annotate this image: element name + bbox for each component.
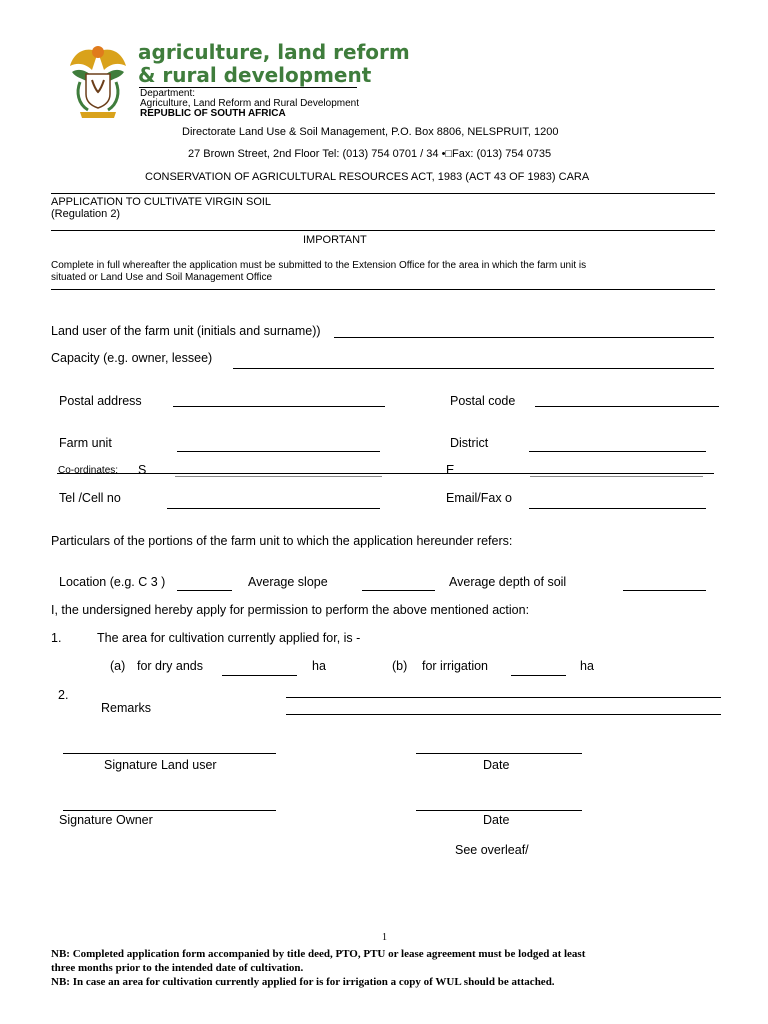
farm-unit-label: Farm unit <box>59 436 112 450</box>
divider-3 <box>51 289 715 290</box>
land-user-date-label: Date <box>483 758 510 772</box>
coordinates-label: Co-ordinates: <box>58 465 119 476</box>
coordinates-strike-line <box>57 473 714 474</box>
average-depth-label: Average depth of soil <box>449 575 567 589</box>
act-title: CONSERVATION OF AGRICULTURAL RESOURCES ACT, 1983 (ACT 43 OF 1983) CARA <box>145 171 590 183</box>
district-field[interactable] <box>529 451 706 452</box>
address-line-1: Directorate Land Use & Soil Management, P.O. Box 8806, NELSPRUIT, 1200 <box>182 126 559 138</box>
divider-2 <box>51 230 715 231</box>
average-slope-label: Average slope <box>248 575 328 589</box>
remarks-field-line-2[interactable] <box>286 714 721 715</box>
signature-land-user-label: Signature Land user <box>104 758 217 772</box>
coord-s-label: S <box>138 463 147 477</box>
nb-note-1-line-1: NB: Completed application form accompanied by title deed, PTO, PTU or lease agreement must be lodged at least <box>51 948 586 960</box>
nb-note-1-line-2: three months prior to the intended date of cultivation. <box>51 962 304 974</box>
divider-1 <box>51 193 715 194</box>
postal-code-label: Postal code <box>450 394 516 408</box>
owner-date-field[interactable] <box>416 810 582 811</box>
form-title: APPLICATION TO CULTIVATE VIRGIN SOIL <box>51 196 272 208</box>
irrigation-field[interactable] <box>511 675 566 676</box>
location-label: Location (e.g. C 3 ) <box>59 575 166 589</box>
owner-signature-field[interactable] <box>63 810 276 811</box>
dry-lands-field[interactable] <box>222 675 297 676</box>
instructions-line-1: Complete in full whereafter the application must be submitted to the Extension Office for the area in which the farm unit is <box>51 260 587 271</box>
irrigation-unit: ha <box>580 659 594 673</box>
declaration-text: I, the undersigned hereby apply for permission to perform the above mentioned action: <box>51 603 530 617</box>
location-field[interactable] <box>177 590 232 591</box>
email-field[interactable] <box>529 508 706 509</box>
farm-unit-field[interactable] <box>177 451 380 452</box>
coord-e-label: E <box>446 463 455 477</box>
sub-b-label: (b) <box>392 659 408 673</box>
sub-a-label: (a) <box>110 659 126 673</box>
address-line-2: 27 Brown Street, 2nd Floor Tel: (013) 754 0701 / 34 •□Fax: (013) 754 0735 <box>188 148 552 160</box>
instructions-line-2: situated or Land Use and Soil Management Office <box>51 272 273 283</box>
dept-label: Department: <box>140 88 196 99</box>
postal-address-label: Postal address <box>59 394 142 408</box>
land-user-label: Land user of the farm unit (initials and surname)) <box>51 324 321 338</box>
country-label: REPUBLIC OF SOUTH AFRICA <box>140 108 286 119</box>
average-slope-field[interactable] <box>362 590 435 591</box>
coat-of-arms-logo <box>66 42 130 124</box>
average-depth-field[interactable] <box>623 590 706 591</box>
item-1-number: 1. <box>51 631 62 645</box>
sub-b-text: for irrigation <box>422 659 488 673</box>
capacity-label: Capacity (e.g. owner, lessee) <box>51 351 213 365</box>
coord-e-field[interactable] <box>530 476 703 477</box>
see-overleaf-text: See overleaf/ <box>455 843 529 857</box>
nb-note-2: NB: In case an area for cultivation currently applied for is for irrigation a copy of WUL should be attached. <box>51 976 555 988</box>
particulars-text: Particulars of the portions of the farm unit to which the application hereunder refers: <box>51 534 513 548</box>
remarks-field-line-1[interactable] <box>286 697 721 698</box>
district-label: District <box>450 436 489 450</box>
postal-address-field[interactable] <box>173 406 385 407</box>
remarks-label: Remarks <box>101 701 152 715</box>
owner-date-label: Date <box>483 813 510 827</box>
dept-name: Agriculture, Land Reform and Rural Development <box>140 98 359 109</box>
signature-owner-label: Signature Owner <box>59 813 153 827</box>
item-2-number: 2. <box>58 688 69 702</box>
brand-line-1: agriculture, land reform <box>138 40 410 64</box>
item-1-text: The area for cultivation currently applied for, is - <box>97 631 361 645</box>
important-label: IMPORTANT <box>303 234 367 246</box>
form-regulation: (Regulation 2) <box>51 208 121 220</box>
sub-a-text: for dry ands <box>137 659 204 673</box>
dry-lands-unit: ha <box>312 659 326 673</box>
email-label: Email/Fax o <box>446 491 512 505</box>
capacity-field[interactable] <box>233 368 714 369</box>
land-user-field[interactable] <box>334 337 714 338</box>
tel-field[interactable] <box>167 508 380 509</box>
land-user-signature-field[interactable] <box>63 753 276 754</box>
page-number: 1 <box>382 932 387 943</box>
tel-label: Tel /Cell no <box>59 491 121 505</box>
land-user-date-field[interactable] <box>416 753 582 754</box>
brand-line-2: & rural development <box>138 63 372 87</box>
postal-code-field[interactable] <box>535 406 719 407</box>
coord-s-field[interactable] <box>175 476 382 477</box>
